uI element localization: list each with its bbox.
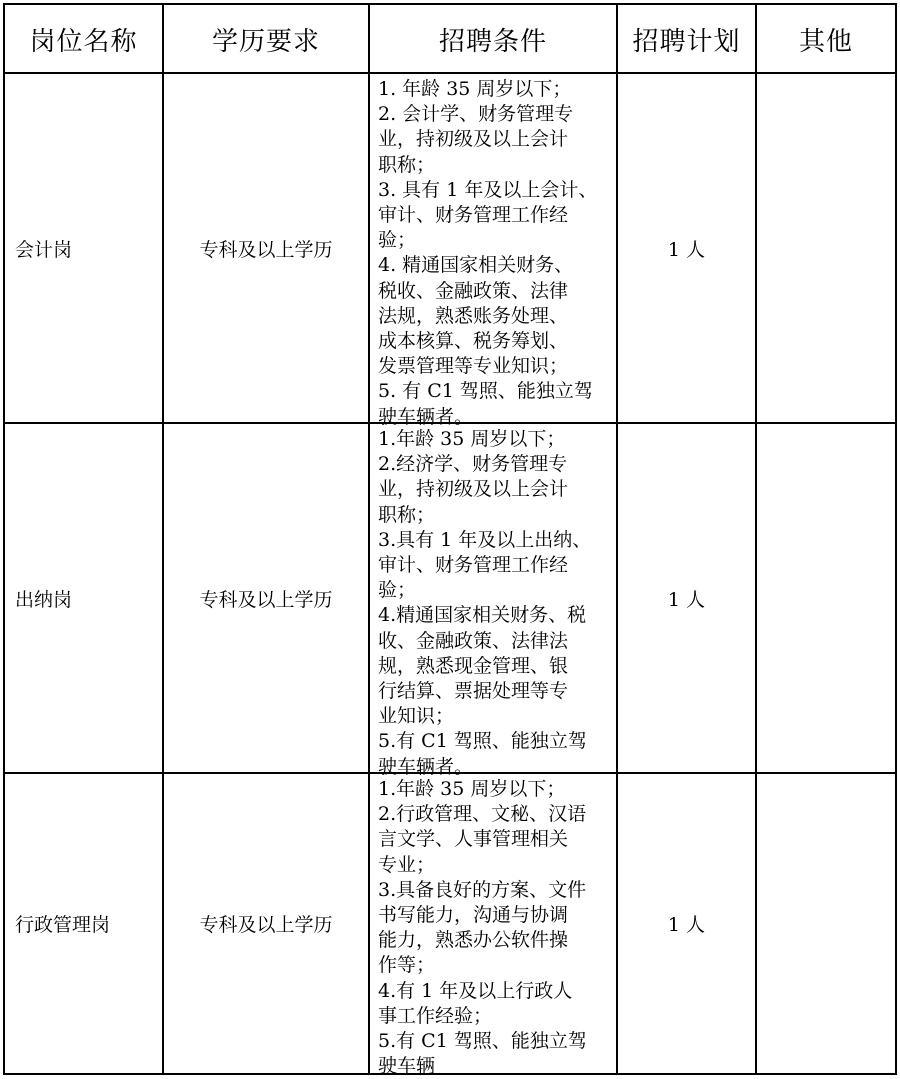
condition-line: 5.有 C1 驾照、能独立驾 (378, 730, 587, 753)
condition-line: 2. 会计学、财务管理专 (378, 103, 574, 126)
condition-line: 审计、财务管理工作经 (378, 554, 569, 577)
header-other: 其他 (798, 26, 853, 57)
education-requirement: 专科及以上学历 (199, 588, 333, 611)
condition-line: 事工作经验； (378, 1004, 493, 1027)
condition-line: 驶车辆 (378, 1055, 436, 1078)
condition-line: 驶车辆者。 (378, 405, 474, 428)
condition-line: 2.经济学、财务管理专 (378, 453, 568, 476)
condition-line: 3.具备良好的方案、文件 (378, 878, 587, 901)
condition-line: 职称； (378, 153, 436, 176)
condition-line: 收、金融政策、法律法 (378, 629, 569, 652)
condition-line: 驶车辆者。 (378, 755, 474, 778)
position-name: 行政管理岗 (15, 914, 111, 936)
condition-line: 行结算、票据处理等专 (378, 680, 569, 703)
condition-line: 发票管理等专业知识； (378, 355, 569, 378)
condition-line: 作等； (378, 954, 436, 977)
other-cell (757, 774, 895, 1073)
condition-line: 法规，熟悉账务处理、 (378, 304, 569, 327)
condition-line: 业，持初级及以上会计 (378, 478, 569, 501)
position-name: 出纳岗 (15, 588, 73, 611)
condition-line: 书写能力，沟通与协调 (378, 904, 569, 927)
condition-line: 4.有 1 年及以上行政人 (378, 979, 573, 1002)
condition-line: 业，持初级及以上会计 (378, 128, 569, 151)
hiring-plan: 1 人 (667, 588, 706, 611)
condition-line: 5. 有 C1 驾照、能独立驾 (378, 380, 593, 403)
conditions-cell (370, 74, 616, 428)
condition-line: 4. 精通国家相关财务、 (378, 254, 574, 277)
condition-line: 2.行政管理、文秘、汉语 (378, 803, 587, 826)
condition-line: 3.具有 1 年及以上出纳、 (378, 528, 592, 551)
condition-line: 验； (378, 579, 417, 602)
condition-line: 职称； (378, 503, 436, 526)
condition-line: 税收、金融政策、法律 (378, 279, 569, 302)
header-conditions: 招聘条件 (438, 26, 547, 57)
condition-line: 成本核算、税务筹划、 (378, 330, 569, 353)
condition-line: 4.精通国家相关财务、税 (378, 604, 587, 627)
condition-line: 言文学、人事管理相关 (378, 828, 569, 851)
condition-line: 1.年龄 35 周岁以下； (378, 428, 566, 450)
education-requirement: 专科及以上学历 (199, 914, 333, 936)
recruitment-table (3, 3, 897, 1078)
condition-line: 规，熟悉现金管理、银 (378, 654, 569, 677)
condition-line: 审计、财务管理工作经 (378, 204, 569, 227)
condition-line: 1. 年龄 35 周岁以下； (378, 78, 572, 100)
header-plan: 招聘计划 (632, 26, 741, 57)
condition-line: 验； (378, 229, 417, 252)
condition-line: 5.有 C1 驾照、能独立驾 (378, 1030, 587, 1053)
education-requirement: 专科及以上学历 (199, 238, 333, 261)
hiring-plan: 1 人 (667, 914, 706, 936)
condition-line: 3. 具有 1 年及以上会计、 (378, 178, 598, 201)
condition-line: 业知识； (378, 705, 455, 728)
other-cell (757, 424, 895, 772)
hiring-plan: 1 人 (667, 238, 706, 261)
position-name: 会计岗 (15, 238, 73, 261)
condition-line: 1.年龄 35 周岁以下； (378, 778, 566, 800)
condition-line: 能力，熟悉办公软件操 (378, 929, 569, 952)
header-education: 学历要求 (211, 26, 320, 57)
other-cell (757, 74, 895, 422)
conditions-cell (370, 774, 616, 1078)
condition-line: 专业； (378, 853, 436, 876)
conditions-cell (370, 424, 616, 778)
header-position: 岗位名称 (29, 26, 138, 57)
